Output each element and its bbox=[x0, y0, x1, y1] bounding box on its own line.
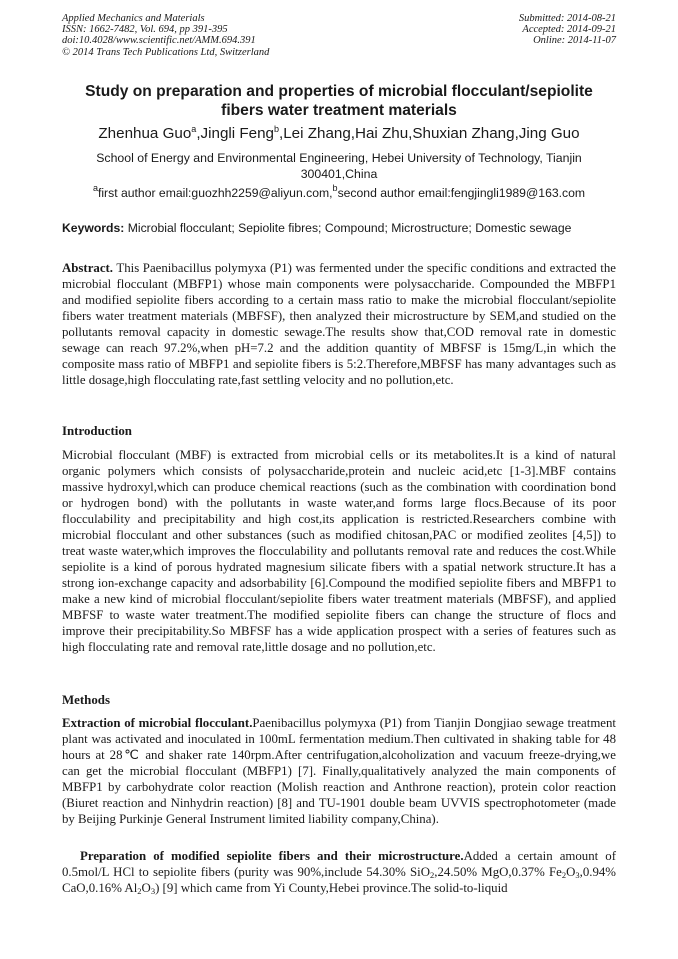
first-author-email: first author email:guozhh2259@aliyun.com, bbox=[97, 186, 333, 200]
introduction-text: Microbial flocculant (MBF) is extracted from microbial cells or its metabolites.It is a kind of natural organic polymers which consists of polysaccharide,protein and nucleic acid,etc [1-3].MBF contains massive hydroxyl,which can produce chemical reactions (such as the combination with coordination bond or hydrogen bond) with the pollutants in waste water,and forms large flocs.Because of its poor flocculability and precipitability and high cost,its application is restricted.Researchers combine with microbial flocculant and other substances (such as modified chitosan,PAC or modified zeolites [4,5]) to treat waste water,which improves the flocculability and pollutants removal rate and reduces the cost.While sepiolite is a kind of porous hydrated magnesium silicate fibers with a spatial network structure.It has a strong ion-exchange capacity and adsorbability [6].Compound the modified sepiolite fibers and MBFP1 to make a new kind of microbial flocculant/sepiolite fibers water treatment materials (MBFSF), and applied MBFSF to waste water treatment.The modified sepiolite fibers can change the structure of flocs and improve their precipitability.So MBFSF has a wide application prospect with a series of features such as high flocculating rate and removal rate,little dosage and no pollution,etc. bbox=[62, 448, 616, 654]
other-authors: ,Lei Zhang,Hai Zhu,Shuxian Zhang,Jing Guo bbox=[279, 125, 580, 142]
author-1-sup: a bbox=[191, 124, 197, 134]
introduction-heading: Introduction bbox=[62, 424, 132, 438]
author-1: Zhenhua Guo bbox=[98, 125, 192, 142]
dates-header bbox=[519, 13, 616, 47]
paper-title: Study on preparation and properties of microbial flocculant/sepiolite fibers water treatment materials bbox=[85, 83, 593, 119]
email-b-sup: b bbox=[332, 183, 338, 193]
journal-header bbox=[62, 13, 269, 58]
extraction-subheading: Extraction of microbial flocculant. bbox=[62, 716, 253, 730]
keywords-text: Microbial flocculant; Sepiolite fibres; Compound; Microstructure; Domestic sewage bbox=[127, 221, 572, 235]
extraction-text: Paenibacillus polymyxa (P1) from Tianjin Dongjiao sewage treatment plant was activated and inoculated in 100mL fermentation medium.Then cultivated in shaking table for 48 hours at 28℃ and shaker rate 140rpm.After centrifugation,alcoholization and vacuum freeze-drying,we can get the microbial flocculant (MBFP1) [7]. Finally,qualitatively analyzed the main components of MBFP1 by carbohydrate color reaction (Molish reaction and Anthrone reaction), protein color reaction (Biuret reaction and Ninhydrin reaction) [8] and TU-1901 double beam UVVIS spectrophotometer (made by Beijing Purkinje General Instrument limited liability company,China). bbox=[62, 716, 617, 826]
author-2-sup: b bbox=[274, 124, 280, 134]
keywords-label: Keywords: bbox=[62, 221, 125, 235]
author-emails bbox=[62, 183, 616, 201]
copyright: © 2014 Trans Tech Publications Ltd, Switzerland bbox=[62, 46, 270, 58]
abstract bbox=[62, 260, 616, 388]
second-author-email: second author email:fengjingli1989@163.com bbox=[337, 186, 586, 200]
methods-heading: Methods bbox=[62, 693, 110, 707]
journal-name: Applied Mechanics and Materials bbox=[62, 13, 205, 24]
keywords bbox=[62, 221, 622, 236]
submitted-date: Submitted: 2014-08-21 bbox=[518, 13, 616, 24]
author-2: Jingli Feng bbox=[200, 125, 274, 142]
preparation-subheading: Preparation of modified sepiolite fibers and their microstructure. bbox=[80, 849, 464, 863]
authors: Zhenhua Guo$^a$,Jingli Feng$^b$,Lei Zhang,Hai Zhu,Shuxian Zhang,Jing Guo bbox=[98, 124, 580, 142]
doi: doi:10.4028/www.scientific.net/AMM.694.391 bbox=[62, 35, 256, 47]
abstract-label: Abstract. bbox=[62, 261, 114, 275]
email-a-sup: a bbox=[92, 183, 98, 193]
issn: ISSN: 1662-7482, Vol. 694, pp 391-395 bbox=[62, 24, 228, 36]
methods-paragraph-1 bbox=[62, 715, 616, 827]
online-date: Online: 2014-11-07 bbox=[533, 35, 616, 47]
methods-paragraph-2: Preparation of modified sepiolite fibers and their microstructure.Added a certain amount of 0.5mol/L HCl to sepiolite fibers (purity was 90%,include 54.30% SiO$_2$,24.50% MgO,0.37% $Fe_2O_3,0.94\%$ CaO,0.16% $Al_2O_3$) [9] which came from Yi County,Hebei province.The solid-to-liquid bbox=[62, 849, 616, 896]
abstract-text: This Paenibacillus polymyxa (P1) was fermented under the specific conditions and extracted the microbial flocculant (MBFP1) whose main components were polysaccharide. Compounded the MBFP1 and modified sepiolite fibers according to a certain mass ratio to make the microbial flocculant/sepiolite fibers water treatment materials (MBFSF), then analyzed their microstructure by SEM,and studied on the pollutants removal capacity in domestic sewage.The results show that,COD removal rate in domestic sewage can reach 97.2%,when pH=7.2 and the addition quantity of MBFSF is 15mg/L,in which the composite mass ratio of MBFP1 and sepiolite fibers is 5:2.Therefore,MBFSF has many advantages such as little dosage,high flocculating rate,fast settling velocity and no pollution,etc. bbox=[62, 261, 616, 387]
affiliation: School of Energy and Environmental Engineering, Hebei University of Technology, Tianjin 300401,China bbox=[96, 151, 582, 181]
accepted-date: Accepted: 2014-09-21 bbox=[522, 24, 616, 36]
